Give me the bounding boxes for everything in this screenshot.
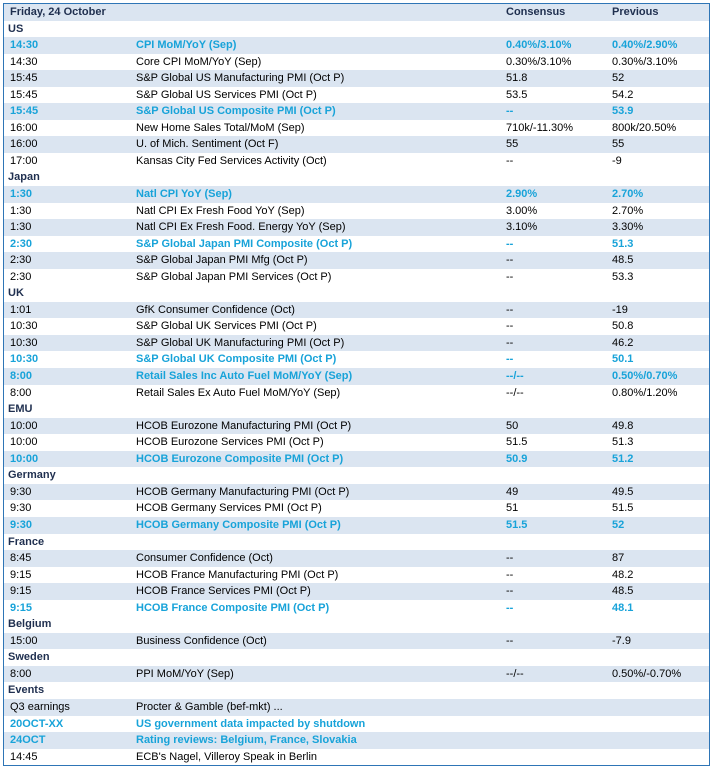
- event-previous: 50.8: [612, 320, 634, 333]
- event-previous: 51.3: [612, 237, 634, 250]
- event-time: 9:15: [10, 585, 32, 598]
- section-name: Japan: [8, 171, 40, 184]
- section-name: Events: [8, 684, 45, 697]
- event-time: 15:45: [10, 72, 38, 85]
- event-name: Natl CPI Ex Fresh Food YoY (Sep): [136, 204, 305, 217]
- event-consensus: --: [506, 601, 514, 614]
- event-name: U. of Mich. Sentiment (Oct F): [136, 138, 279, 151]
- event-consensus: --: [506, 105, 514, 118]
- event-consensus: 3.00%: [506, 204, 538, 217]
- event-row: [4, 385, 709, 402]
- event-name: S&P Global UK Composite PMI (Oct P): [136, 353, 337, 366]
- event-previous: 55: [612, 138, 625, 151]
- event-time: 17:00: [10, 154, 38, 167]
- event-previous: 0.50%/-0.70%: [612, 667, 682, 680]
- event-name: HCOB Eurozone Services PMI (Oct P): [136, 436, 324, 449]
- event-time: 2:30: [10, 270, 32, 283]
- event-time: Q3 earnings: [10, 700, 70, 713]
- event-row: [4, 418, 709, 435]
- event-row: [4, 484, 709, 501]
- header-consensus: Consensus: [506, 6, 566, 18]
- section-name: Sweden: [8, 651, 50, 664]
- event-consensus: --/--: [506, 386, 524, 399]
- event-row: [4, 699, 709, 716]
- section-header: [4, 467, 709, 484]
- economic-calendar: [3, 3, 710, 766]
- event-previous: 2.70%: [612, 188, 644, 201]
- event-row: [4, 351, 709, 368]
- event-time: 10:00: [10, 452, 39, 465]
- event-row: [4, 103, 709, 120]
- event-consensus: 51.8: [506, 72, 528, 85]
- event-name: HCOB Germany Composite PMI (Oct P): [136, 518, 341, 531]
- event-time: 24OCT: [10, 734, 46, 747]
- section-header: [4, 401, 709, 418]
- event-row: [4, 567, 709, 584]
- event-time: 10:30: [10, 353, 39, 366]
- event-previous: 52: [612, 72, 625, 85]
- event-consensus: 51: [506, 502, 519, 515]
- event-row: [4, 252, 709, 269]
- event-time: 10:00: [10, 419, 38, 432]
- event-consensus: 53.5: [506, 88, 528, 101]
- event-consensus: --: [506, 237, 514, 250]
- section-header: [4, 649, 709, 666]
- event-row: [4, 732, 709, 749]
- event-previous: -7.9: [612, 634, 631, 647]
- section-header: [4, 616, 709, 633]
- event-previous: 48.1: [612, 601, 634, 614]
- event-previous: 54.2: [612, 88, 634, 101]
- section-name: France: [8, 535, 45, 548]
- event-consensus: 3.10%: [506, 221, 538, 234]
- event-previous: 3.30%: [612, 221, 644, 234]
- event-consensus: --/--: [506, 667, 524, 680]
- event-name: New Home Sales Total/MoM (Sep): [136, 121, 305, 134]
- header-date: Friday, 24 October: [10, 6, 106, 18]
- calendar-header: [4, 4, 709, 21]
- event-name: CPI MoM/YoY (Sep): [136, 39, 237, 52]
- event-name: HCOB France Services PMI (Oct P): [136, 585, 311, 598]
- event-name: S&P Global Japan PMI Mfg (Oct P): [136, 254, 308, 267]
- event-time: 9:30: [10, 502, 32, 515]
- header-previous: Previous: [612, 6, 659, 18]
- event-previous: 51.5: [612, 502, 634, 515]
- event-row: [4, 37, 709, 54]
- event-row: [4, 54, 709, 71]
- event-name: Retail Sales Inc Auto Fuel MoM/YoY (Sep): [136, 370, 353, 383]
- section-header: [4, 682, 709, 699]
- event-time: 1:30: [10, 188, 33, 201]
- event-consensus: --: [506, 270, 514, 283]
- event-time: 9:30: [10, 485, 32, 498]
- event-previous: 53.9: [612, 105, 634, 118]
- event-time: 8:00: [10, 370, 33, 383]
- event-row: [4, 70, 709, 87]
- event-consensus: 51.5: [506, 518, 528, 531]
- event-consensus: 50: [506, 419, 519, 432]
- event-name: Kansas City Fed Services Activity (Oct): [136, 154, 327, 167]
- event-previous: 87: [612, 552, 625, 565]
- event-consensus: --: [506, 634, 514, 647]
- event-previous: 49.8: [612, 419, 634, 432]
- event-time: 14:30: [10, 39, 39, 52]
- event-row: [4, 451, 709, 468]
- event-consensus: 0.40%/3.10%: [506, 39, 572, 52]
- event-previous: 2.70%: [612, 204, 644, 217]
- event-row: [4, 633, 709, 650]
- event-consensus: --: [506, 320, 514, 333]
- event-row: [4, 236, 709, 253]
- event-name: Natl CPI Ex Fresh Food. Energy YoY (Sep): [136, 221, 346, 234]
- event-consensus: 51.5: [506, 436, 528, 449]
- event-row: [4, 666, 709, 683]
- event-time: 9:15: [10, 601, 33, 614]
- section-name: Belgium: [8, 618, 52, 631]
- event-name: S&P Global US Manufacturing PMI (Oct P): [136, 72, 345, 85]
- event-previous: 800k/20.50%: [612, 121, 677, 134]
- event-row: [4, 335, 709, 352]
- event-row: [4, 186, 709, 203]
- event-time: 1:01: [10, 303, 32, 316]
- event-consensus: 50.9: [506, 452, 528, 465]
- event-consensus: --: [506, 568, 514, 581]
- event-time: 14:45: [10, 750, 38, 763]
- section-name: US: [8, 22, 24, 35]
- event-time: 8:45: [10, 552, 32, 565]
- event-name: ECB's Nagel, Villeroy Speak in Berlin: [136, 750, 318, 763]
- event-name: HCOB France Manufacturing PMI (Oct P): [136, 568, 339, 581]
- event-consensus: 710k/-11.30%: [506, 121, 574, 134]
- event-name: Rating reviews: Belgium, France, Slovakia: [136, 734, 357, 747]
- section-header: [4, 285, 709, 302]
- event-row: [4, 318, 709, 335]
- event-time: 2:30: [10, 254, 32, 267]
- event-consensus: --: [506, 254, 514, 267]
- event-previous: 49.5: [612, 485, 634, 498]
- event-previous: 0.30%/3.10%: [612, 55, 678, 68]
- event-time: 15:45: [10, 105, 39, 118]
- event-previous: 50.1: [612, 353, 634, 366]
- event-row: [4, 434, 709, 451]
- event-row: [4, 120, 709, 137]
- event-consensus: --: [506, 336, 514, 349]
- event-name: GfK Consumer Confidence (Oct): [136, 303, 295, 316]
- event-time: 15:45: [10, 88, 38, 101]
- event-name: Core CPI MoM/YoY (Sep): [136, 55, 262, 68]
- event-time: 2:30: [10, 237, 33, 250]
- event-previous: 51.3: [612, 436, 634, 449]
- event-name: Procter & Gamble (bef-mkt) ...: [136, 700, 283, 713]
- section-header: [4, 534, 709, 551]
- event-previous: 0.80%/1.20%: [612, 386, 678, 399]
- event-row: [4, 716, 709, 733]
- event-time: 10:30: [10, 336, 38, 349]
- section-header: [4, 169, 709, 186]
- event-previous: 0.50%/0.70%: [612, 370, 678, 383]
- event-consensus: --: [506, 154, 514, 167]
- event-consensus: 49: [506, 485, 519, 498]
- event-time: 1:30: [10, 221, 32, 234]
- section-header: [4, 21, 709, 38]
- event-name: PPI MoM/YoY (Sep): [136, 667, 234, 680]
- event-consensus: --: [506, 303, 514, 316]
- event-previous: 0.40%/2.90%: [612, 39, 678, 52]
- event-previous: 48.5: [612, 585, 634, 598]
- event-name: S&P Global Japan PMI Services (Oct P): [136, 270, 332, 283]
- event-name: HCOB Germany Services PMI (Oct P): [136, 502, 322, 515]
- event-row: [4, 550, 709, 567]
- event-time: 1:30: [10, 204, 32, 217]
- event-name: S&P Global US Services PMI (Oct P): [136, 88, 317, 101]
- event-row: [4, 269, 709, 286]
- event-time: 9:30: [10, 518, 33, 531]
- event-previous: 48.2: [612, 568, 634, 581]
- event-row: [4, 368, 709, 385]
- event-previous: -19: [612, 303, 628, 316]
- event-row: [4, 219, 709, 236]
- event-row: [4, 517, 709, 534]
- event-row: [4, 136, 709, 153]
- section-name: UK: [8, 287, 24, 300]
- event-name: Consumer Confidence (Oct): [136, 552, 273, 565]
- event-name: HCOB Eurozone Composite PMI (Oct P): [136, 452, 344, 465]
- event-name: Business Confidence (Oct): [136, 634, 267, 647]
- event-row: [4, 600, 709, 617]
- event-row: [4, 302, 709, 319]
- event-name: HCOB Germany Manufacturing PMI (Oct P): [136, 485, 350, 498]
- event-name: S&P Global Japan PMI Composite (Oct P): [136, 237, 353, 250]
- event-previous: 52: [612, 518, 625, 531]
- event-consensus: 0.30%/3.10%: [506, 55, 572, 68]
- event-time: 15:00: [10, 634, 38, 647]
- event-time: 10:00: [10, 436, 38, 449]
- event-time: 9:15: [10, 568, 32, 581]
- event-consensus: 55: [506, 138, 519, 151]
- event-consensus: --: [506, 585, 514, 598]
- event-consensus: --/--: [506, 370, 524, 383]
- event-consensus: --: [506, 353, 514, 366]
- event-previous: 48.5: [612, 254, 634, 267]
- event-time: 16:00: [10, 138, 38, 151]
- calendar-body: [4, 21, 709, 766]
- event-name: S&P Global UK Manufacturing PMI (Oct P): [136, 336, 345, 349]
- event-row: [4, 87, 709, 104]
- event-consensus: 2.90%: [506, 188, 538, 201]
- event-row: [4, 203, 709, 220]
- section-name: Germany: [8, 469, 56, 482]
- event-row: [4, 749, 709, 766]
- event-previous: 53.3: [612, 270, 634, 283]
- event-name: Natl CPI YoY (Sep): [136, 188, 232, 201]
- event-time: 14:30: [10, 55, 38, 68]
- event-consensus: --: [506, 552, 514, 565]
- event-row: [4, 500, 709, 517]
- event-time: 10:30: [10, 320, 38, 333]
- event-name: HCOB France Composite PMI (Oct P): [136, 601, 330, 614]
- event-row: [4, 153, 709, 170]
- section-name: EMU: [8, 403, 33, 416]
- event-previous: -9: [612, 154, 622, 167]
- event-name: Retail Sales Ex Auto Fuel MoM/YoY (Sep): [136, 386, 341, 399]
- event-name: US government data impacted by shutdown: [136, 717, 366, 730]
- event-time: 8:00: [10, 386, 32, 399]
- event-previous: 51.2: [612, 452, 634, 465]
- event-previous: 46.2: [612, 336, 634, 349]
- event-row: [4, 583, 709, 600]
- event-time: 16:00: [10, 121, 38, 134]
- event-time: 8:00: [10, 667, 32, 680]
- event-name: S&P Global UK Services PMI (Oct P): [136, 320, 317, 333]
- event-name: S&P Global US Composite PMI (Oct P): [136, 105, 336, 118]
- event-time: 20OCT-XX: [10, 717, 64, 730]
- event-name: HCOB Eurozone Manufacturing PMI (Oct P): [136, 419, 352, 432]
